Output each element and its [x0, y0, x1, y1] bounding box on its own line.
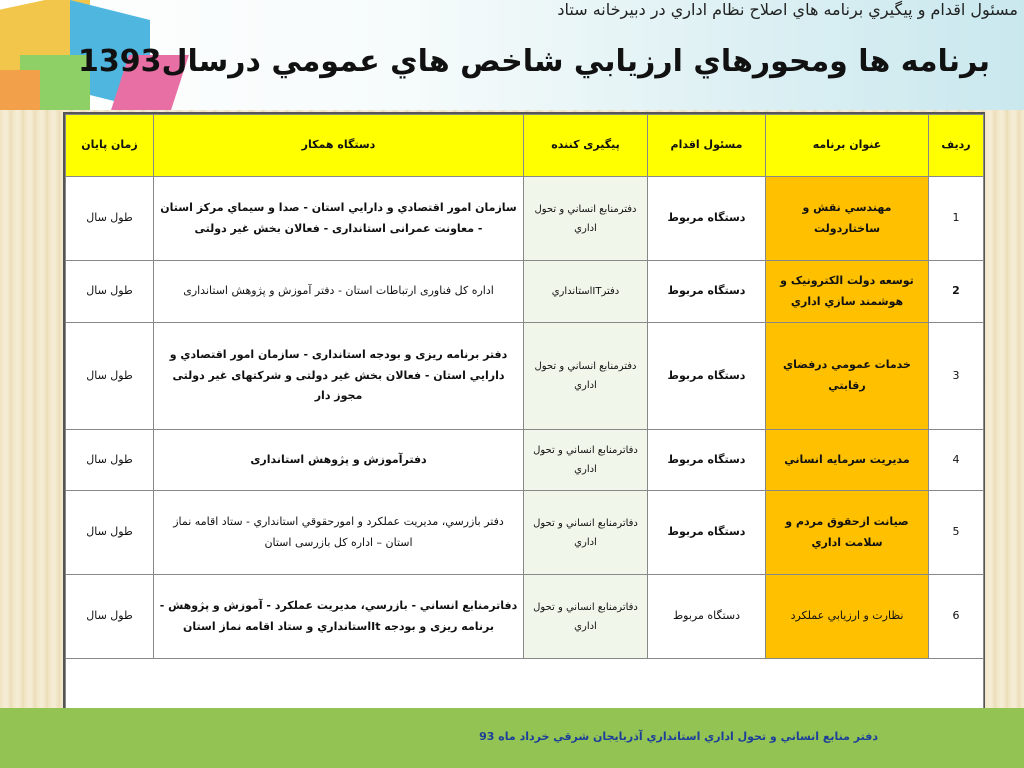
responsible: دستگاه مربوط [648, 430, 766, 491]
table-row [66, 323, 984, 430]
follow-up: دفترمنابع انساني و تحول اداري [524, 323, 648, 430]
follow-up: دفاترمنابع انساني و تحول اداري [524, 491, 648, 575]
footer-bar [0, 708, 1024, 768]
program-title: خدمات عمومي درفضاي رقابتي [766, 323, 929, 430]
follow-up: دفاترمنابع انساني و تحول اداري [524, 430, 648, 491]
table-row [66, 491, 984, 575]
program-title: صيانت ازحقوق مردم و سلامت اداري [766, 491, 929, 575]
table-row [66, 261, 984, 323]
end-time: طول سال [66, 323, 154, 430]
page-title: برنامه ها ومحورهاي ارزيابي شاخص هاي عمومي درسال1393 [77, 44, 990, 79]
table-row [66, 430, 984, 491]
row-number: 3 [929, 323, 984, 430]
row-number: 2 [929, 261, 984, 323]
subtitle: مسئول اقدام و پيگيري برنامه هاي اصلاح نظام اداري در دبيرخانه ستاد [557, 0, 1018, 19]
partner: دفتر بازرسي، مديريت عملکرد و امورحقوقي استانداري - ستاد اقامه نماز استان – اداره کل بازرسی استان [154, 491, 524, 575]
header-end-time: زمان پایان [66, 115, 154, 177]
responsible: دستگاه مربوط [648, 491, 766, 575]
row-number: 6 [929, 575, 984, 659]
decorative-cube [0, 70, 40, 110]
programs-grid [65, 114, 984, 720]
end-time: طول سال [66, 177, 154, 261]
responsible: دستگاه مربوط [648, 177, 766, 261]
partner: دفاترمنابع انساني - بازرسي، مديريت عملکرد - آموزش و پژوهش - برنامه ریزی و بودجه Itاستانداري و ستاد اقامه نماز استان [154, 575, 524, 659]
header-program-title: عنوان برنامه [766, 115, 929, 177]
program-title: مهندسي نقش و ساختاردولت [766, 177, 929, 261]
program-title: نظارت و ارزيابي عملکرد [766, 575, 929, 659]
responsible: دستگاه مربوط [648, 323, 766, 430]
partner: سازمان امور اقتصادي و دارايي استان - صدا و سيماي مرکز استان - معاونت عمرانی استانداری - فعالان بخش غیر دولتی [154, 177, 524, 261]
program-title: مديريت سرمايه انساني [766, 430, 929, 491]
table-row [66, 177, 984, 261]
end-time: طول سال [66, 575, 154, 659]
partner: اداره کل فناوری ارتباطات استان - دفتر آموزش و پژوهش استانداری [154, 261, 524, 323]
end-time: طول سال [66, 491, 154, 575]
end-time: طول سال [66, 261, 154, 323]
header-banner [0, 0, 1024, 110]
program-title: توسعه دولت الکترونیک و هوشمند سازي اداري [766, 261, 929, 323]
footer-text: دفتر منابع انساني و تحول اداري استانداري آذربايجان شرقي خرداد ماه 93 [479, 730, 878, 743]
follow-up: دفاترمنابع انساني و تحول اداري [524, 575, 648, 659]
row-number: 4 [929, 430, 984, 491]
header-responsible: مسئول اقدام [648, 115, 766, 177]
row-number: 1 [929, 177, 984, 261]
table-row [66, 575, 984, 659]
follow-up: دفترITاستانداري [524, 261, 648, 323]
partner: دفترآموزش و پژوهش استانداری [154, 430, 524, 491]
row-number: 5 [929, 491, 984, 575]
table-header-row [66, 115, 984, 177]
header-row-number: رديف [929, 115, 984, 177]
responsible: دستگاه مربوط [648, 261, 766, 323]
header-follow-up: پیگیری کننده [524, 115, 648, 177]
programs-table [63, 112, 985, 712]
header-partner: دستگاه همکار [154, 115, 524, 177]
follow-up: دفترمنابع انساني و تحول اداري [524, 177, 648, 261]
responsible: دستگاه مربوط [648, 575, 766, 659]
end-time: طول سال [66, 430, 154, 491]
partner: دفتر برنامه ریزی و بودجه استانداری - سازمان امور اقتصادي و دارايي استان - فعالان بخش غیر دولتی و شرکتهای غیر دولتی مجوز دار [154, 323, 524, 430]
